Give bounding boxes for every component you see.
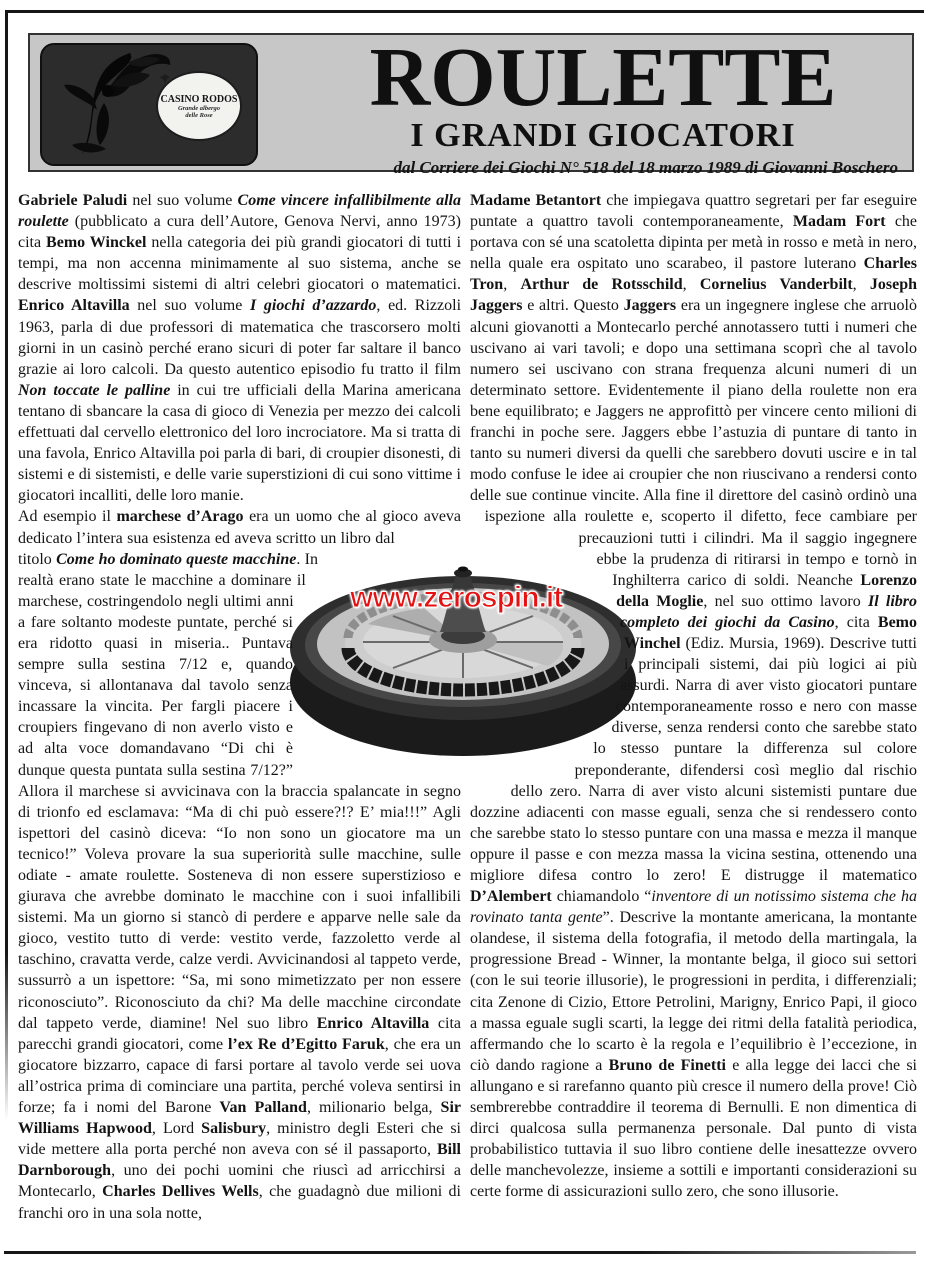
masthead [298,31,908,177]
header-banner [28,31,914,177]
zerospin-watermark: www.zerospin.it [350,581,563,614]
right-column [470,190,917,1262]
paragraph-left-2: Ad esempio il marchese d’Arago era un uomo che al gioco aveva dedicato l’intera sua esistenza ed aveva scritto un libro dal titolo Come ho dominato queste macchine. In realtà erano state le macchine a dominare il marchese, costringendolo negli ultimi anni a fare soltanto modeste puntate, perché si era ridotto quasi in miseria.. Puntava sempre sulla sestina 7/12 e, quando vinceva, si allontanava dal tavolo senza incassare la vincita. Per fargli piacere i croupiers fingevano di non averlo visto e ad alta voce domandavano “Di chi è dunque questa puntata sulla sestina 7/12?” Allora il marchese si avvicinava con la braccia spalancate in segno di trionfo ed esclamava: “Ma di chi può essere?!? E’ mia!!!” Agli ispettori del casinò diceva: “Io non sono un giocatore ma un tecnico!” Voleva provare la sua superiorità sulle macchine, sulle odiate - amate roulette. Sosteneva di non essere superstizioso e giurava che avrebbe dominato le macchine con i suoi infallibili sistemi. Ma un giorno si stancò di perdere e apparve nelle sale da gioco, vestito tutto di verde: vestito verde, fazzoletto verde al taschino, cravatta verde, calze verdi. Avvicinandosi al tappeto verde, sussurrò a un ispettore: “Sa, mi sono mimetizzato per non essere riconosciuto”. Riconosciuto da chi? Ma delle macchine circondate dal tappeto verde, diamine! Nel suo libro Enrico Altavilla cita parecchi grandi giocatori, come l’ex Re d’Egitto Faruk, che era un giocatore bizzarro, capace di farsi portare al tavolo verde sei uova all’ostrica prima di cominciare una partita, perché voleva sentirsi in forze; fa i nomi del Barone Van Palland, milionario belga, Sir Williams Hapwood, Lord Salisbury, ministro degli Esteri che si vide mettere alla porta perché non aveva con sé il passaporto, Bill Darnborough, uno dei pochi uomini che riuscì ad arricchirsi a Montecarlo, Charles Dellives Wells, che guadagnò due milioni di franchi oro in una sola notte, [18,508,461,1222]
seal-subtitle-line2: delle Rose [185,112,213,119]
seal-casino-name: CASINO RODOS [160,94,238,105]
article-title: ROULETTE [369,31,837,124]
casino-rodos-logo [40,43,258,166]
article-byline: dal Corriere dei Giochi N° 518 del 18 marzo 1989 di Giovanni Boschero [393,158,898,177]
paragraph-left-1: Gabriele Paludi nel suo volume Come vincere infallibilmente alla roulette (pubblicato a cura dell’Autore, Genova Nervi, anno 1973) cita Bemo Winckel nella categoria dei più grandi giocatori di tutti i tempi, ma non accenna minimamente al suo sistema, anche se descrive moltissimi sistemi di altri celebri giocatori o matematici. Enrico Altavilla nel suo volume I giochi d’azzardo, ed. Rizzoli 1963, parla di due professori di matematica che trascorsero molti giorni in un casinò perché erano sicuri di poter far saltare il banco grazie ai loro calcoli. Da questo autentico episodio fu tratto il film Non toccate le palline in cui tre ufficiali della Marina americana tentano di sbancare la casa di gioco di Venezia per mezzo dei calcoli effettuati dal cervello elettronico del loro incrociatore. Ma si tratta di una favola, Enrico Altavilla poi parla di bari, di croupier disonesti, di sistemi e di sistemisti, e delle varie superstizioni di cui sono vittime i giocatori incalliti, delle loro manie. [18,192,461,505]
casino-rodos-seal [156,71,242,141]
seal-subtitle-line1: Grande albergo [177,105,221,112]
article-subtitle: I GRANDI GIOCATORI [410,117,796,154]
page-border-left [5,10,8,1120]
paragraph-right-1: Madame Betantort che impiegava quattro segretari per far eseguire puntate a quattro tavoli contemporaneamente, Madam Fort che portava con sé una scatoletta dipinta per metà in rosso e metà in nero, nella quale era ospitato uno scarabeo, il pastore luterano Charles Tron, Arthur de Rotsschild, Cornelius Vanderbilt, Joseph Jaggers e altri. Questo Jaggers era un ingegnere inglese che arruolò alcuni giovanotti a Montecarlo perché annotassero tutti i numeri che uscivano ai vari tavoli; e dopo una settimana scoprì che al tavolo numero sei uscivano con strana frequenza alcuni numeri di un determinato settore. Evidentemente il piano della roulette non era bene equilibrato; e Jaggers ne approfittò per vincere cento milioni di franchi in poche sere. Jaggers ebbe l’astuzia di puntare di tanto in tanto su numeri diversi da quelli che sarebbero dovuti uscire e in tal modo confuse le idee ai croupier che non riuscivano a rendersi conto delle sue continue vincite. Alla fine il direttore del casinò ordinò una ispezione alla roulette e, scoperto il difetto, fece cambiare per precauzioni tutti i cilindri. Ma il saggio ingegnere ebbe la prudenza di ritirarsi in tempo e tornò in Inghilterra carico di soldi. Neanche Lorenzo della Moglie, nel suo ottimo lavoro Il libro completo dei giochi da Casino, cita Bemo Winchel (Ediz. Mursia, 1969). Descrive tutti i principali sistemi, dai più logici ai più assurdi. Narra di aver visto giocatori puntare contemporaneamente rosso e nero con masse diverse, senza rendersi conto che sarebbe stato lo stesso puntare la differenza sul colore preponderante, difendersi così meglio dal rischio dello zero. Narra di aver visto alcuni sistemisti puntare due dozzine adiacenti con masse eguali, senza che si rendessero conto che sarebbe stato lo stesso puntare con una massa e mezza il manque oppure il passe e con mezza massa la vicina sestina, ottenendo una migliore difesa contro lo zero! E distrugge il matematico D’Alembert chiamandolo “inventore di un notissimo sistema che ha rovinato tanta gente”. Descrive la montante americana, la montante olandese, il sistema della fotografia, il metodo della martingala, la progressione Bread - Winner, la montante belga, il gioco sui settori (con le sui teorie illusorie), le progressioni in perdita, i differenziali; cita Zenone di Cizio, Ettore Petrolini, Marigny, Enrico Papi, il gioco a massa eguale sugli scarti, la legge dei ritmi della fatalità periodica, affermando che lo scarto è la regola e l’equilibrio è l’eccezione, in ciò dando ragione a Bruno de Finetti e alla legge dei lacci che si allungano e si rarefanno quanto più cresce il numero della prove! Ciò sembrerebbe contraddire il teorema di Bernulli. E non dimentica di dirci qualcosa sulla permanenza personale. Dal punto di vista probabilistico tuttavia il suo libro contiene delle inesattezze ovvero delle manchevolezze, insieme a sottili e importanti considerazioni su certe forme di assicurazioni sullo zero, che sono illusorie. [470,192,917,1201]
page-border-top [8,10,924,13]
left-column [18,190,461,1262]
